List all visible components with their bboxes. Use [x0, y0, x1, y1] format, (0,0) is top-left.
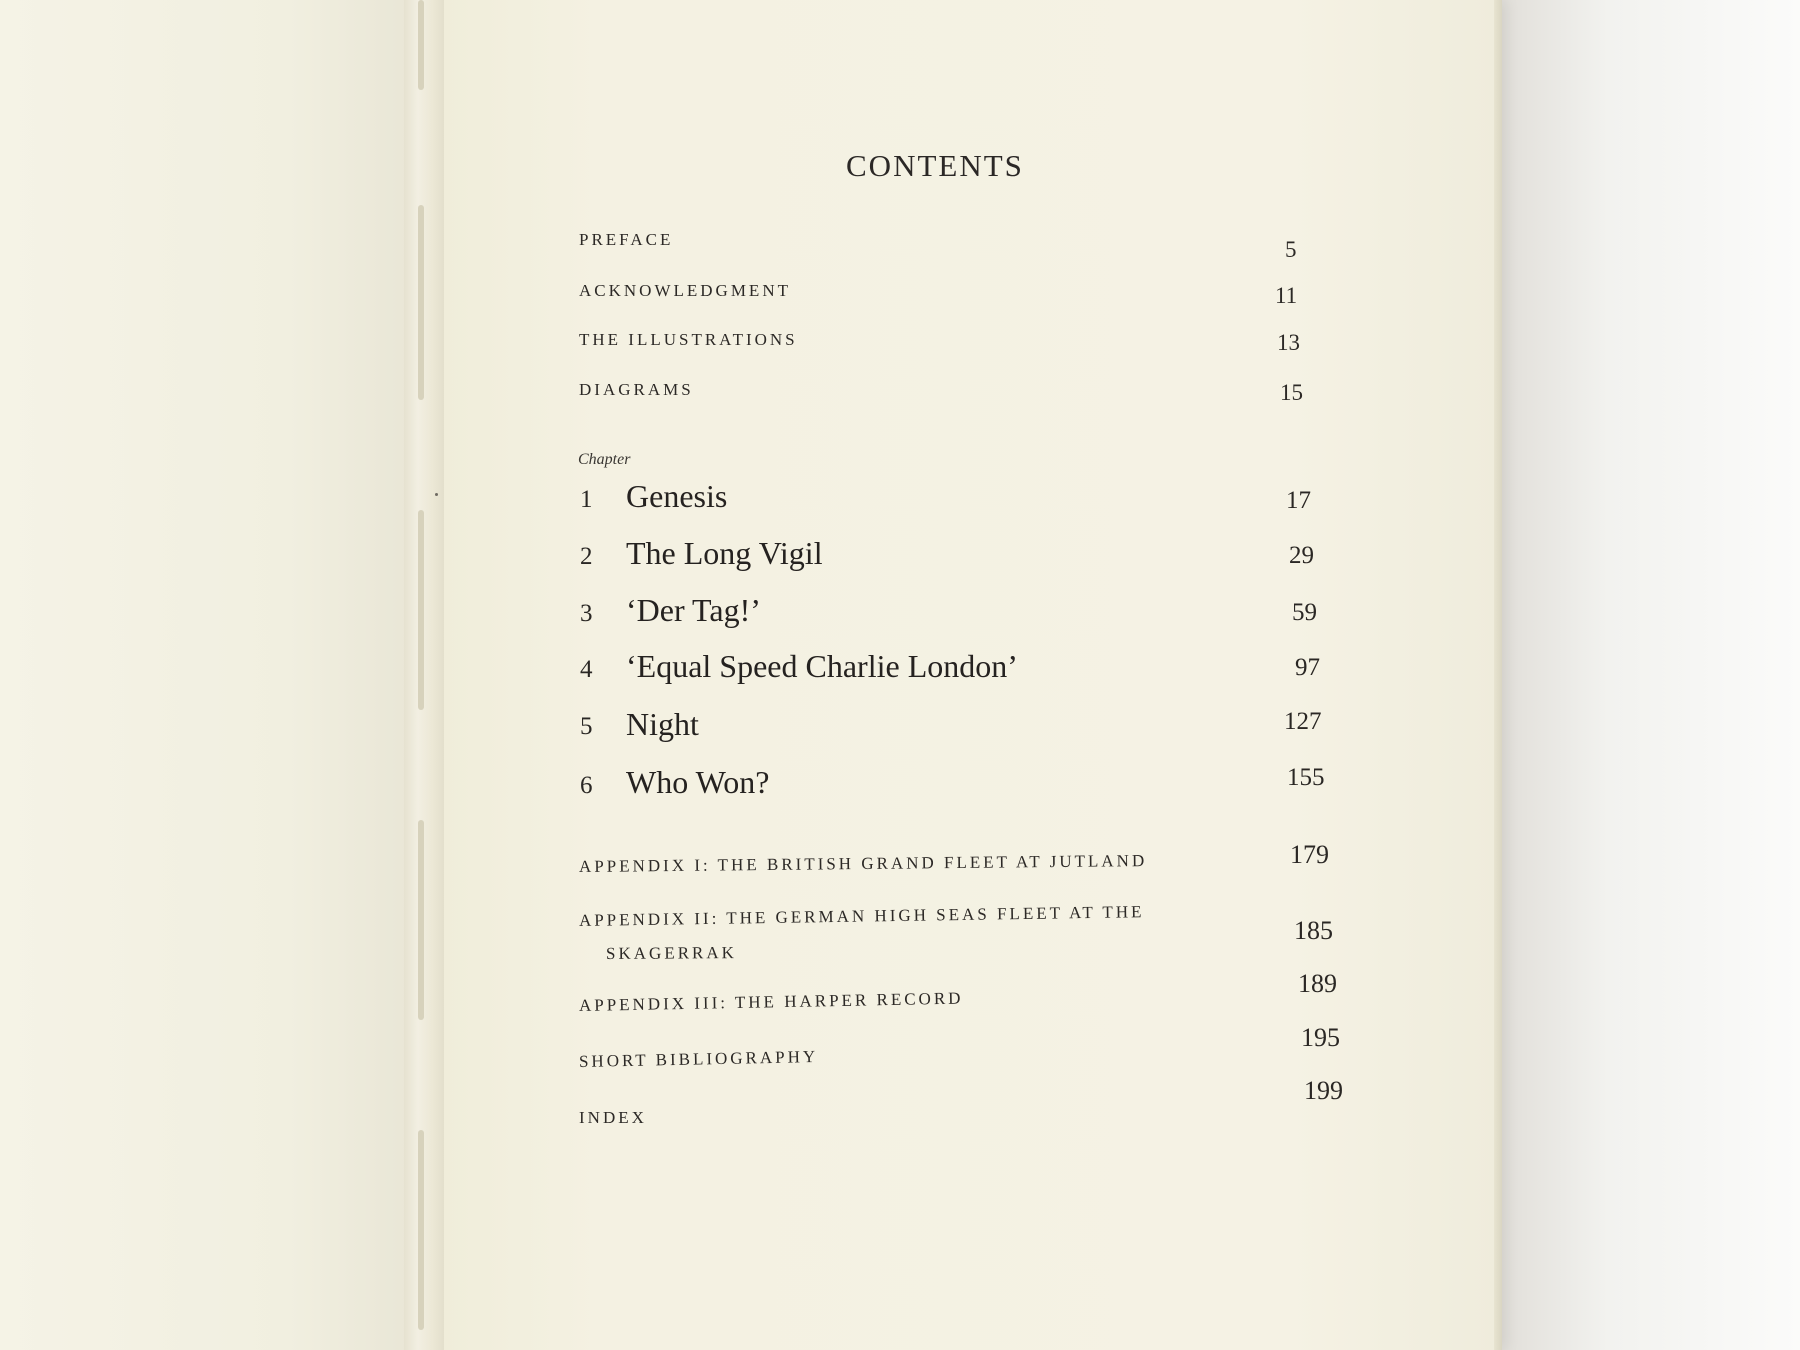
appendix-entry: APPENDIX II: THE GERMAN HIGH SEAS FLEET AT THE [578, 902, 1145, 930]
table-background [1480, 0, 1800, 1350]
chapter-page: 127 [1284, 708, 1322, 735]
appendix-page: 179 [1290, 840, 1329, 869]
front-matter-acknowledgment: ACKNOWLEDGMENT [579, 281, 791, 300]
chapter-title: Genesis [626, 478, 728, 514]
chapter-title: Night [626, 706, 699, 742]
front-matter-illustrations-page: 13 [1277, 330, 1300, 355]
front-matter-diagrams: DIAGRAMS [579, 380, 694, 399]
chapter-page: 17 [1286, 487, 1311, 514]
appendix-page: 185 [1294, 916, 1333, 945]
left-page [0, 0, 412, 1350]
page-title: CONTENTS [846, 148, 1024, 183]
chapter-page: 29 [1289, 542, 1314, 569]
index-page: 199 [1304, 1076, 1343, 1105]
binding-thread [418, 205, 424, 400]
chapter-title: ‘Equal Speed Charlie London’ [626, 648, 1018, 684]
bibliography-entry: SHORT BIBLIOGRAPHY [578, 1046, 819, 1071]
appendix-entry: APPENDIX I: THE BRITISH GRAND FLEET AT JUTLAND [578, 851, 1148, 876]
front-matter-diagrams-page: 15 [1280, 380, 1303, 405]
appendix-entry: APPENDIX III: THE HARPER RECORD [578, 988, 964, 1015]
chapter-title: Who Won? [626, 764, 770, 800]
binding-thread [418, 820, 424, 1020]
binding-thread [418, 1130, 424, 1330]
chapter-number: 5 [580, 713, 593, 740]
appendix-entry-continued: SKAGERRAK [605, 943, 737, 963]
binding-thread [418, 0, 424, 90]
front-matter-preface-page: 5 [1285, 237, 1297, 262]
bibliography-page: 195 [1301, 1023, 1340, 1052]
chapter-page: 97 [1295, 654, 1320, 681]
chapter-page: 155 [1287, 764, 1325, 791]
book-spine [404, 0, 444, 1350]
chapter-number: 4 [580, 656, 593, 683]
front-matter-illustrations: THE ILLUSTRATIONS [579, 330, 798, 349]
front-matter-acknowledgment-page: 11 [1275, 283, 1298, 308]
appendix-page: 189 [1298, 969, 1337, 998]
chapter-number: 6 [580, 772, 593, 799]
paper-speck [435, 493, 438, 496]
page-edge [1494, 0, 1502, 1350]
chapter-label: Chapter [578, 451, 631, 468]
chapter-number: 1 [580, 486, 593, 513]
chapter-number: 2 [580, 543, 593, 570]
chapter-title: The Long Vigil [626, 535, 823, 571]
index-entry: INDEX [579, 1108, 647, 1127]
front-matter-preface: PREFACE [579, 230, 674, 249]
chapter-number: 3 [580, 600, 593, 627]
binding-thread [418, 510, 424, 710]
chapter-title: ‘Der Tag!’ [626, 592, 761, 628]
chapter-page: 59 [1292, 599, 1317, 626]
